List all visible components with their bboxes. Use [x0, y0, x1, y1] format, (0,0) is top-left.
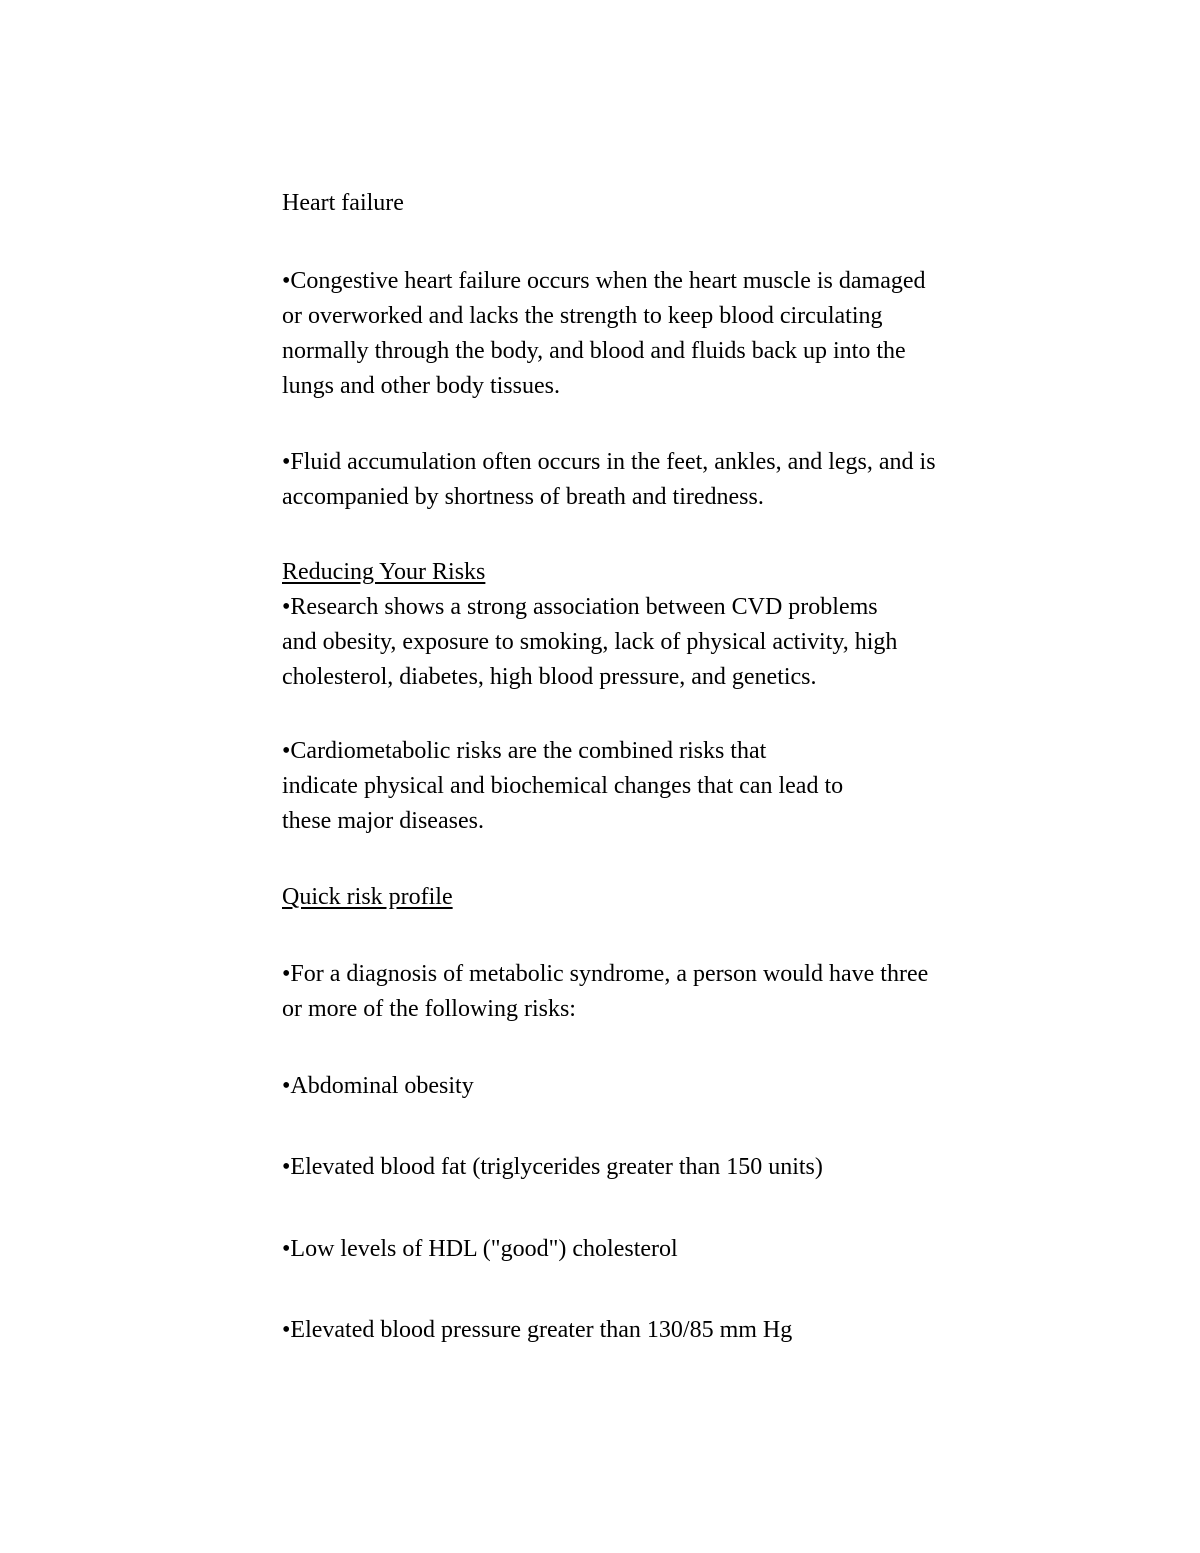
document-title — [282, 186, 1082, 221]
list-item: •Elevated blood fat (triglycerides greater than 150 units) — [282, 1154, 823, 1180]
heading-text: Reducing Your Risks — [282, 559, 486, 585]
section-heading-quick-risk-profile — [282, 880, 1082, 915]
text-line: •Congestive heart failure occurs when the heart muscle is damaged — [282, 268, 926, 294]
text-line: and obesity, exposure to smoking, lack of physical activity, high — [282, 629, 898, 655]
text-line: or overworked and lacks the strength to keep blood circulating — [282, 303, 883, 329]
text-line: •Fluid accumulation often occurs in the feet, ankles, and legs, and is — [282, 449, 936, 475]
text-line: normally through the body, and blood and fluids back up into the — [282, 338, 906, 364]
text-line: accompanied by shortness of breath and tiredness. — [282, 484, 764, 510]
paragraph-fluid-accumulation — [282, 445, 1082, 515]
section-reducing-risks — [282, 555, 1082, 695]
title-text: Heart failure — [282, 190, 404, 216]
list-item: •Abdominal obesity — [282, 1073, 474, 1099]
text-line: •Cardiometabolic risks are the combined risks that — [282, 738, 767, 764]
text-line: cholesterol, diabetes, high blood pressure, and genetics. — [282, 664, 817, 690]
text-line: or more of the following risks: — [282, 996, 576, 1022]
risk-item-abdominal-obesity — [282, 1069, 1082, 1104]
paragraph-metabolic-syndrome — [282, 957, 1082, 1027]
text-line: •For a diagnosis of metabolic syndrome, a person would have three — [282, 961, 929, 987]
risk-item-elevated-blood-fat — [282, 1150, 1082, 1185]
risk-item-low-hdl — [282, 1232, 1082, 1267]
text-line: these major diseases. — [282, 808, 484, 834]
paragraph-congestive-heart-failure — [282, 264, 1082, 404]
heading-text: Quick risk profile — [282, 884, 453, 910]
paragraph-cardiometabolic-risks — [282, 734, 1082, 839]
section-heading-reducing-risks — [282, 555, 1082, 590]
section-quick-risk-profile — [282, 880, 1082, 915]
list-item: •Low levels of HDL ("good") cholesterol — [282, 1236, 678, 1262]
text-line: indicate physical and biochemical changes that can lead to — [282, 773, 844, 799]
text-line: •Research shows a strong association between CVD problems — [282, 594, 878, 620]
risk-item-elevated-blood-pressure — [282, 1313, 1082, 1348]
text-line: lungs and other body tissues. — [282, 373, 560, 399]
list-item: •Elevated blood pressure greater than 130/85 mm Hg — [282, 1317, 793, 1343]
